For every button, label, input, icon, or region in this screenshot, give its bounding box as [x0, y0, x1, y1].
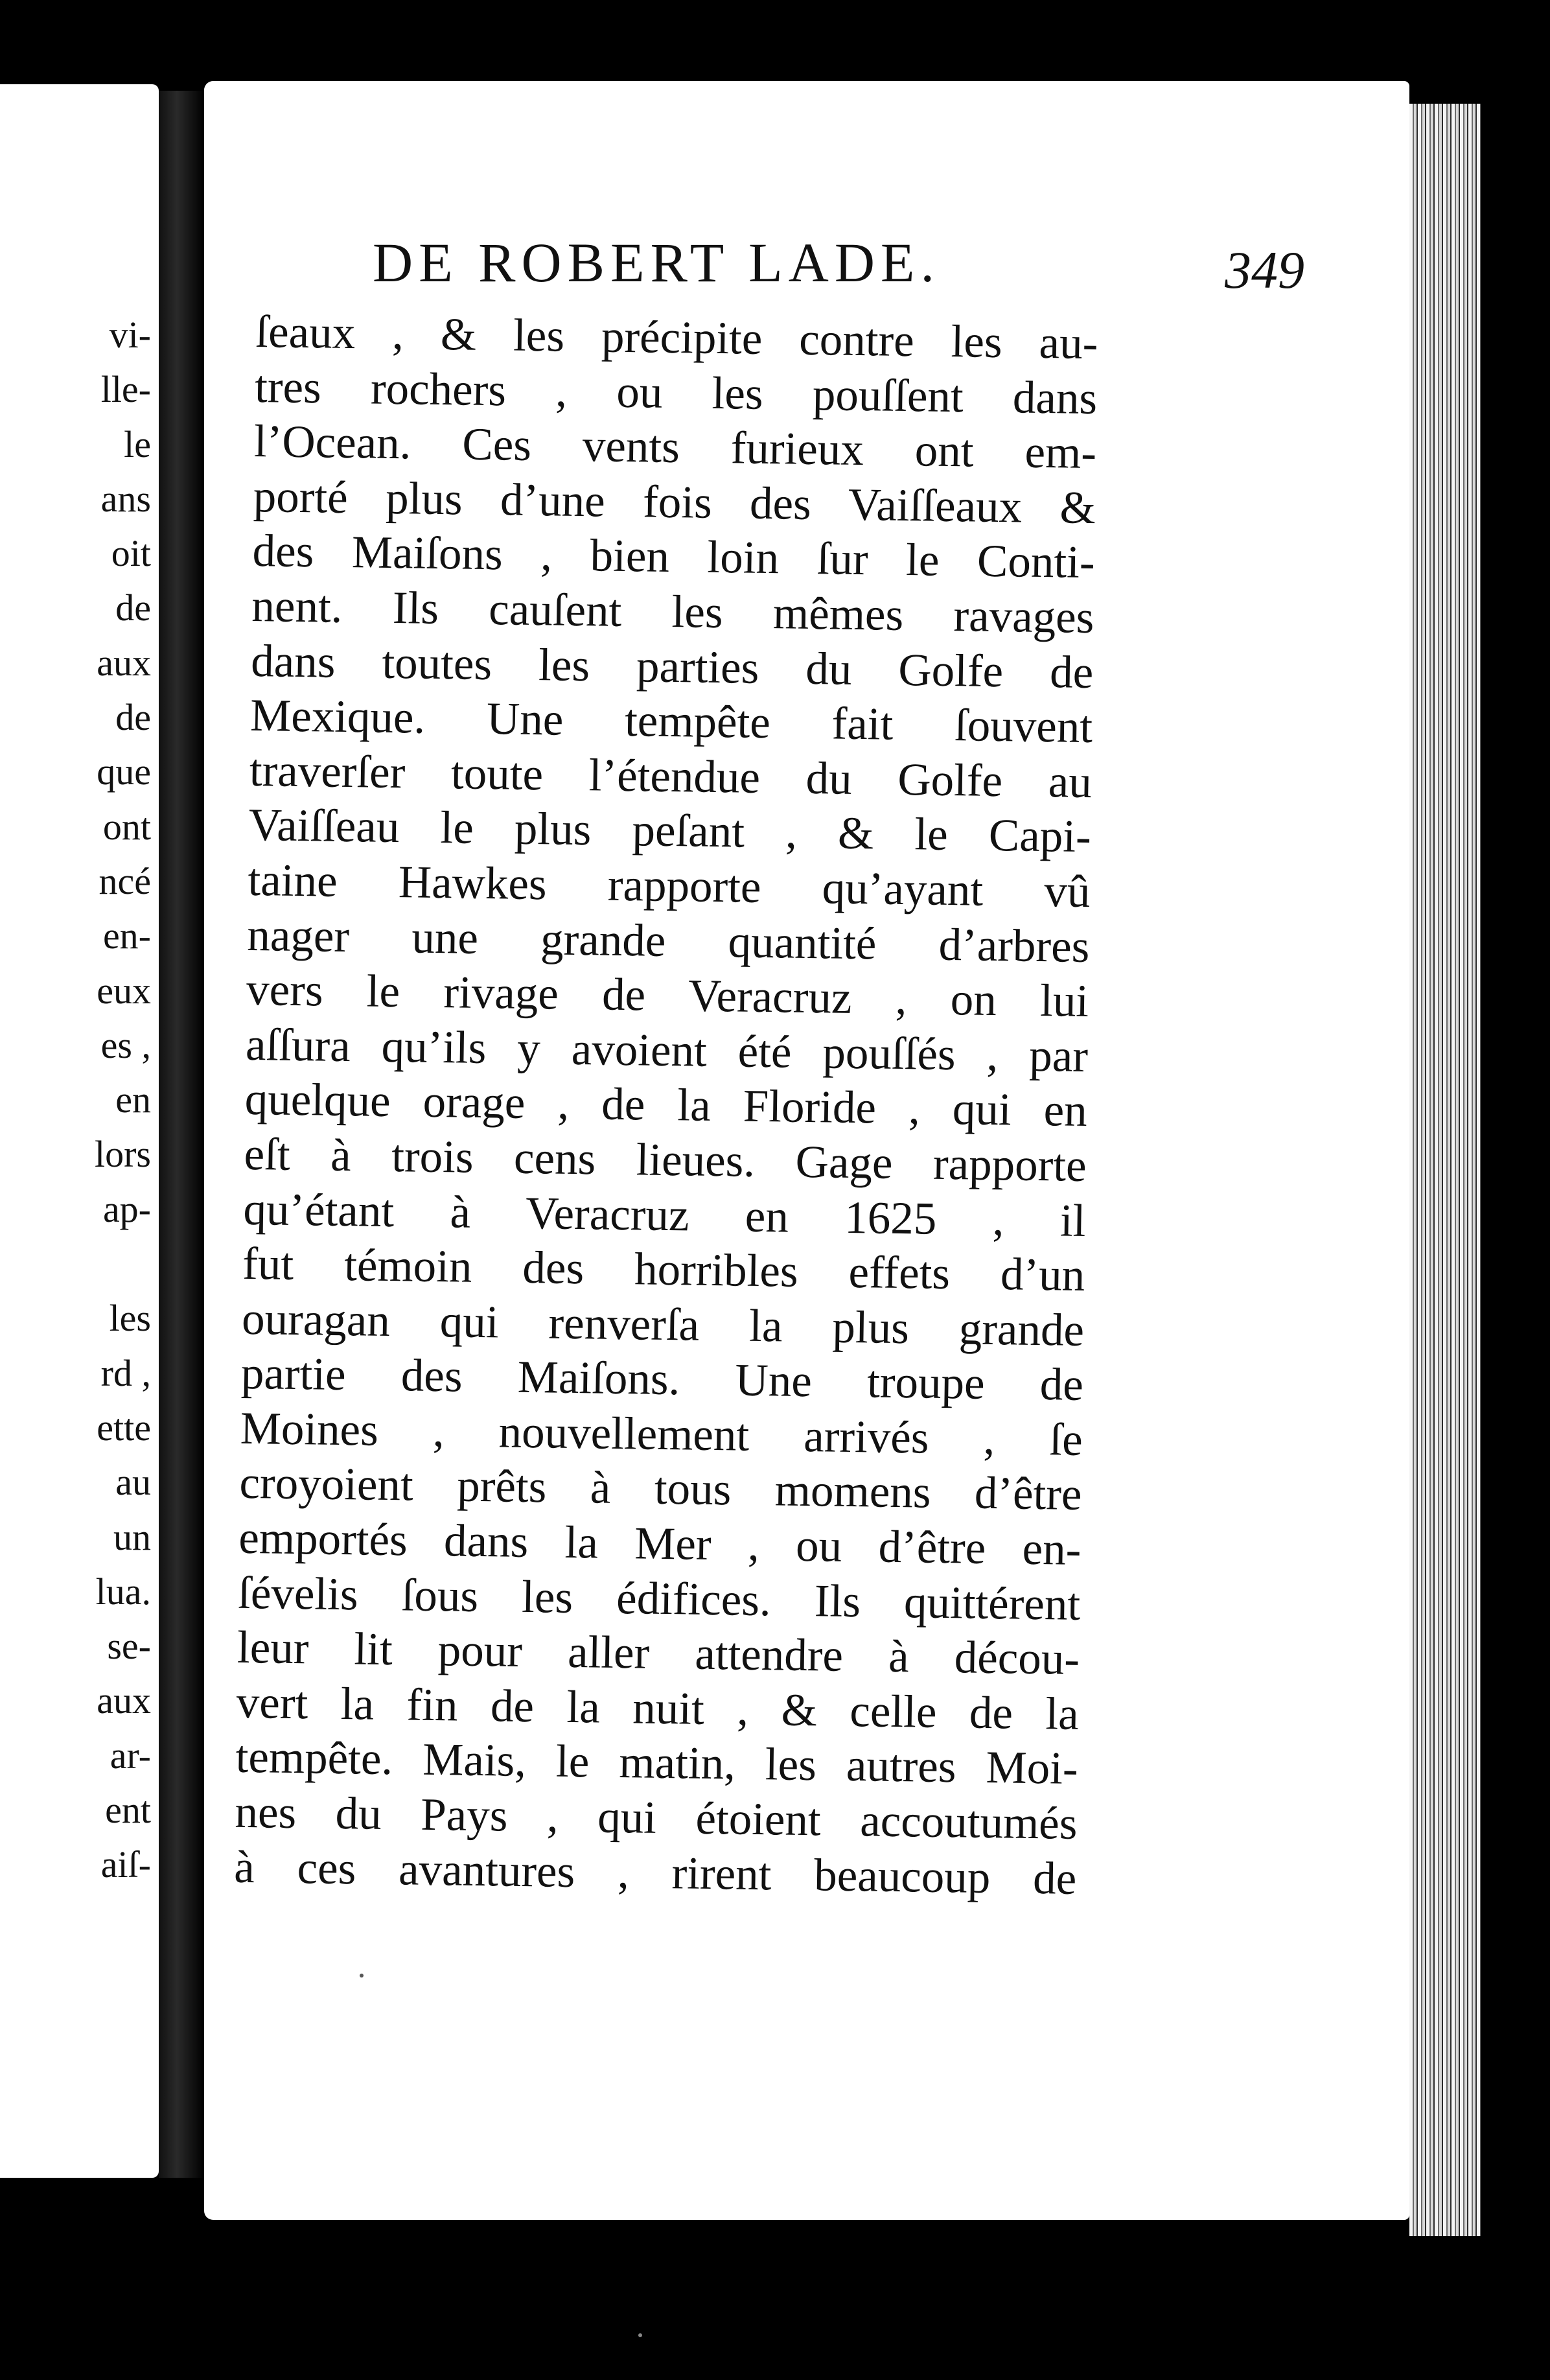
text-line: vert la fin de la nuit , & celle de la: [236, 1677, 1080, 1740]
text-line: qu’étant à Veracruz en 1625 , il: [242, 1184, 1086, 1246]
left-fragment: en: [115, 1079, 151, 1121]
left-fragment: lua.: [95, 1570, 151, 1613]
text-line: Moines , nouvellement arrivés , ſe: [240, 1403, 1083, 1465]
text-line: leur lit pour aller attendre à décou-: [237, 1622, 1080, 1685]
text-line: ſévelis ſous les édifices. Ils quittérent: [237, 1567, 1081, 1630]
left-fragment: en-: [102, 915, 151, 957]
body-text: [234, 305, 1098, 1906]
left-fragment: oit: [111, 532, 151, 575]
text-line: Vaiſſeau le plus peſant , & le Capi-: [248, 800, 1092, 863]
left-fragment: rd ,: [100, 1351, 151, 1394]
text-line: à ces avantures , rirent beaucoup de: [233, 1841, 1077, 1904]
running-head: DE ROBERT LADE.: [373, 231, 940, 294]
left-fragment: lle-: [100, 368, 151, 411]
left-fragment: eux: [97, 969, 151, 1012]
left-fragment: es ,: [100, 1023, 151, 1066]
text-line: quelque orage , de la Floride , qui en: [244, 1074, 1088, 1137]
text-line: emportés dans la Mer , ou d’être en-: [238, 1512, 1082, 1576]
left-fragment: un: [113, 1515, 151, 1558]
left-page: [0, 84, 159, 2178]
left-fragment: ont: [102, 805, 151, 848]
text-line: croyoient prêts à tous momens d’être: [239, 1458, 1083, 1521]
text-line: l’Ocean. Ces vents furieux ont em-: [253, 416, 1097, 479]
ink-speck: [360, 1974, 364, 1978]
left-fragment: se-: [107, 1625, 151, 1668]
left-fragment: ar-: [110, 1734, 151, 1777]
text-line: vers le rivage de Veracruz , on lui: [246, 964, 1089, 1027]
left-fragment: aux: [97, 1679, 151, 1722]
left-fragment: ncé: [98, 859, 151, 902]
book-gutter: [159, 91, 204, 2178]
left-fragment: de: [115, 696, 151, 739]
text-line: fut témoin des horribles effets d’un: [242, 1238, 1085, 1301]
text-line: nent. Ils cauſent les mêmes ravages: [251, 580, 1094, 644]
text-line: ouragan qui renverſa la plus grande: [241, 1293, 1085, 1356]
text-line: nes du Pays , qui étoient accoutumés: [234, 1786, 1078, 1849]
left-fragment: ette: [97, 1406, 151, 1449]
text-line: dans toutes les parties du Golfe de: [250, 635, 1094, 698]
text-line: traverſer toute l’étendue du Golfe au: [249, 745, 1093, 808]
left-fragment: le: [124, 423, 151, 465]
left-fragment: vi-: [109, 314, 151, 356]
page-edges: [1409, 104, 1481, 2236]
text-line: ſeaux , & les précipite contre les au-: [255, 306, 1098, 369]
left-fragment: ans: [100, 477, 151, 520]
text-line: tres rochers , ou les pouſſent dans: [254, 361, 1098, 424]
left-fragment: au: [115, 1461, 151, 1504]
left-fragment: aiſ-: [100, 1843, 151, 1886]
ink-speck: [638, 2333, 642, 2337]
text-line: porté plus d’une fois des Vaiſſeaux &: [253, 471, 1096, 533]
left-fragment: ent: [105, 1789, 151, 1832]
text-line: tempête. Mais, le matin, les autres Moi-: [235, 1732, 1079, 1795]
text-line: taine Hawkes rapporte qu’ayant vû: [248, 854, 1091, 917]
text-line: partie des Maiſons. Une troupe de: [240, 1348, 1084, 1411]
left-fragment: les: [109, 1297, 151, 1340]
page-number: 349: [1225, 240, 1304, 299]
left-fragment: [95, 1237, 151, 1291]
text-line: Mexique. Une tempête fait ſouvent: [249, 690, 1093, 753]
left-fragment: aux: [97, 641, 151, 684]
text-line: des Maiſons , bien loin ſur le Conti-: [252, 526, 1096, 589]
left-fragment: ap-: [102, 1187, 151, 1230]
left-page-text-fragments: [95, 308, 151, 1893]
left-fragment: que: [97, 751, 151, 793]
left-fragment: de: [115, 587, 151, 629]
text-line: nager une grande quantité d’arbres: [246, 909, 1090, 972]
text-line: aſſura qu’ils y avoient été pouſſés , par: [245, 1019, 1089, 1082]
left-fragment: lors: [95, 1133, 151, 1176]
text-line: eſt à trois cens lieues. Gage rapporte: [244, 1128, 1087, 1191]
